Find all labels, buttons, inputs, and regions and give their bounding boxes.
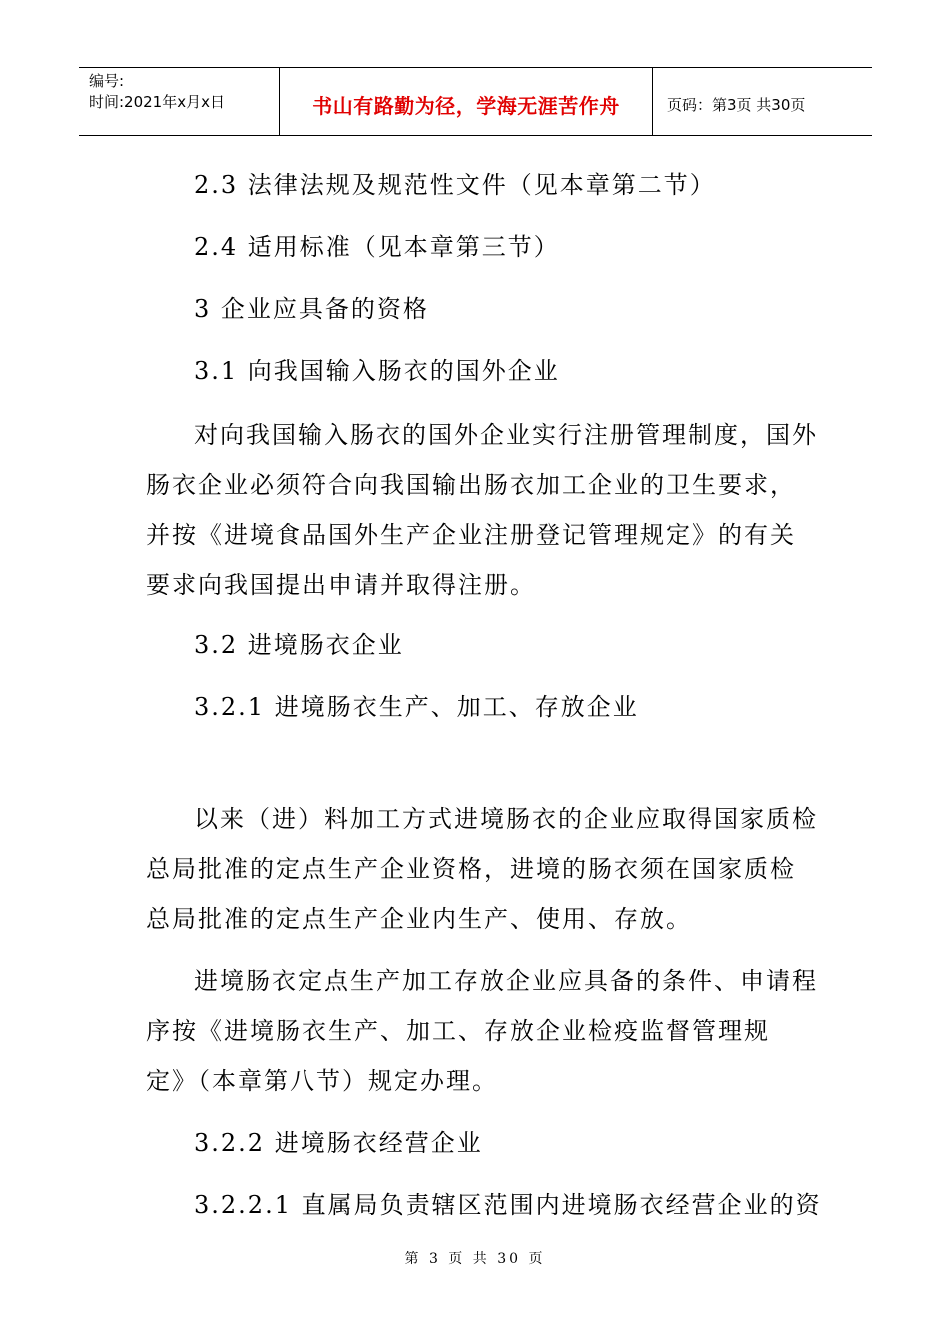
section-heading: 3.2.2.1 直属局负责辖区范围内进境肠衣经营企业的资 <box>194 1191 822 1219</box>
page-header <box>79 67 872 136</box>
paragraph-line: 进境肠衣定点生产加工存放企业应具备的条件、申请程 <box>194 967 818 995</box>
paragraph-line: 并按《进境食品国外生产企业注册登记管理规定》的有关 <box>146 521 796 549</box>
paragraph-line: 肠衣企业必须符合向我国输出肠衣加工企业的卫生要求， <box>146 471 796 499</box>
section-heading: 3.2 进境肠衣企业 <box>194 631 404 659</box>
page-footer: 第 3 页 共 30 页 <box>404 1251 546 1267</box>
section-heading: 2.3 法律法规及规范性文件（见本章第二节） <box>194 171 716 199</box>
document-time-label: 时间:2021年x月x日 <box>89 93 225 111</box>
paragraph-line: 序按《进境肠衣生产、加工、存放企业检疫监督管理规 <box>146 1017 770 1045</box>
section-heading: 3 企业应具备的资格 <box>194 295 429 323</box>
header-motto: 书山有路勤为径，学海无涯苦作舟 <box>312 94 620 118</box>
paragraph-line: 总局批准的定点生产企业资格，进境的肠衣须在国家质检 <box>146 855 796 883</box>
section-heading: 3.2.2 进境肠衣经营企业 <box>194 1129 483 1157</box>
paragraph-line: 总局批准的定点生产企业内生产、使用、存放。 <box>146 905 692 933</box>
section-heading: 3.1 向我国输入肠衣的国外企业 <box>194 357 560 385</box>
paragraph-line: 以来（进）料加工方式进境肠衣的企业应取得国家质检 <box>194 805 818 833</box>
paragraph-line: 定》（本章第八节）规定办理。 <box>146 1067 498 1095</box>
paragraph-line: 要求向我国提出申请并取得注册。 <box>146 571 536 599</box>
header-page-cell <box>653 68 872 135</box>
header-motto-cell <box>280 68 653 135</box>
section-heading: 2.4 适用标准（见本章第三节） <box>194 233 560 261</box>
header-meta <box>79 68 280 135</box>
section-heading: 3.2.1 进境肠衣生产、加工、存放企业 <box>194 693 639 721</box>
paragraph-line: 对向我国输入肠衣的国外企业实行注册管理制度，国外 <box>194 421 818 449</box>
document-number-label: 编号: <box>89 72 125 90</box>
header-page-number: 页码：第3页 共30页 <box>667 96 806 114</box>
